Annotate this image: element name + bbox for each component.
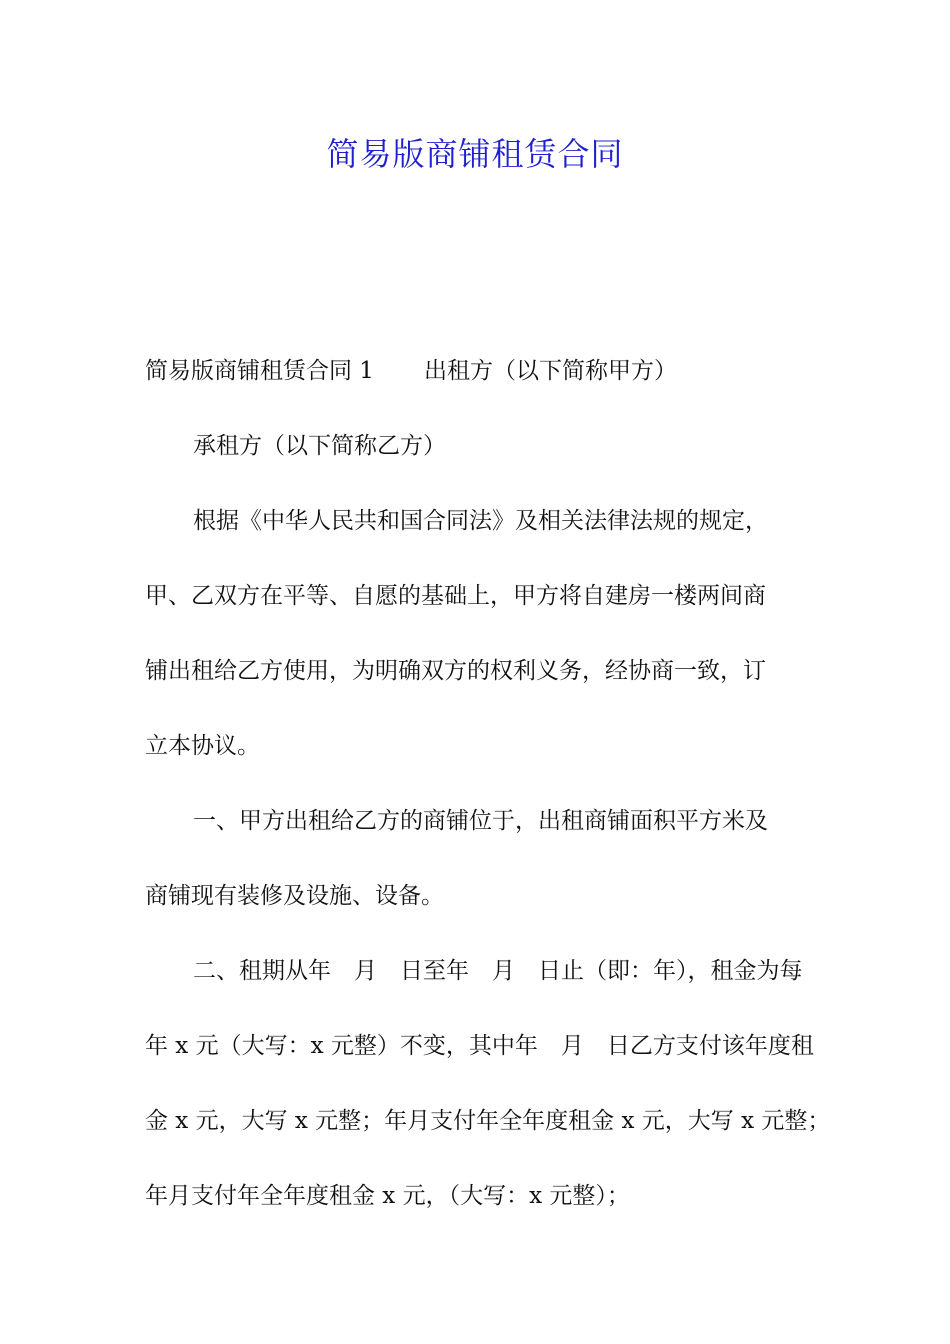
lessee-label: 承租方（以下简称乙方） — [193, 433, 446, 459]
clause-two-line: 二、租期从年 月 日至年 月 日止（即：年），租金为每 — [193, 958, 803, 984]
paragraph-line: 根据《中华人民共和国合同法》及相关法律法规的规定， — [193, 508, 768, 534]
clause-one-line: 商铺现有装修及设施、设备。 — [145, 883, 444, 909]
contract-body — [145, 334, 831, 1234]
clause-two-line: 年 x 元（大写：x 元整）不变，其中年 月 日乙方支付该年度租 — [145, 1033, 814, 1059]
clause-one-line: 一、甲方出租给乙方的商铺位于，出租商铺面积平方米及 — [193, 808, 768, 834]
paragraph-line: 甲、乙双方在平等、自愿的基础上，甲方将自建房一楼两间商 — [145, 583, 766, 609]
paragraph-line: 立本协议。 — [145, 733, 260, 759]
contract-subtitle: 简易版商铺租赁合同 1 — [145, 358, 374, 384]
lessor-label: 出租方（以下简称甲方） — [423, 358, 677, 384]
document-title: 简易版商铺租赁合同 — [326, 135, 624, 173]
line-heading — [145, 334, 825, 409]
clause-two-line: 金 x 元，大写 x 元整；年月支付年全年度租金 x 元，大写 x 元整； — [145, 1108, 831, 1134]
clause-two-line: 年月支付年全年度租金 x 元，（大写：x 元整）； — [145, 1183, 630, 1209]
paragraph-line: 铺出租给乙方使用，为明确双方的权利义务，经协商一致，订 — [145, 658, 766, 684]
